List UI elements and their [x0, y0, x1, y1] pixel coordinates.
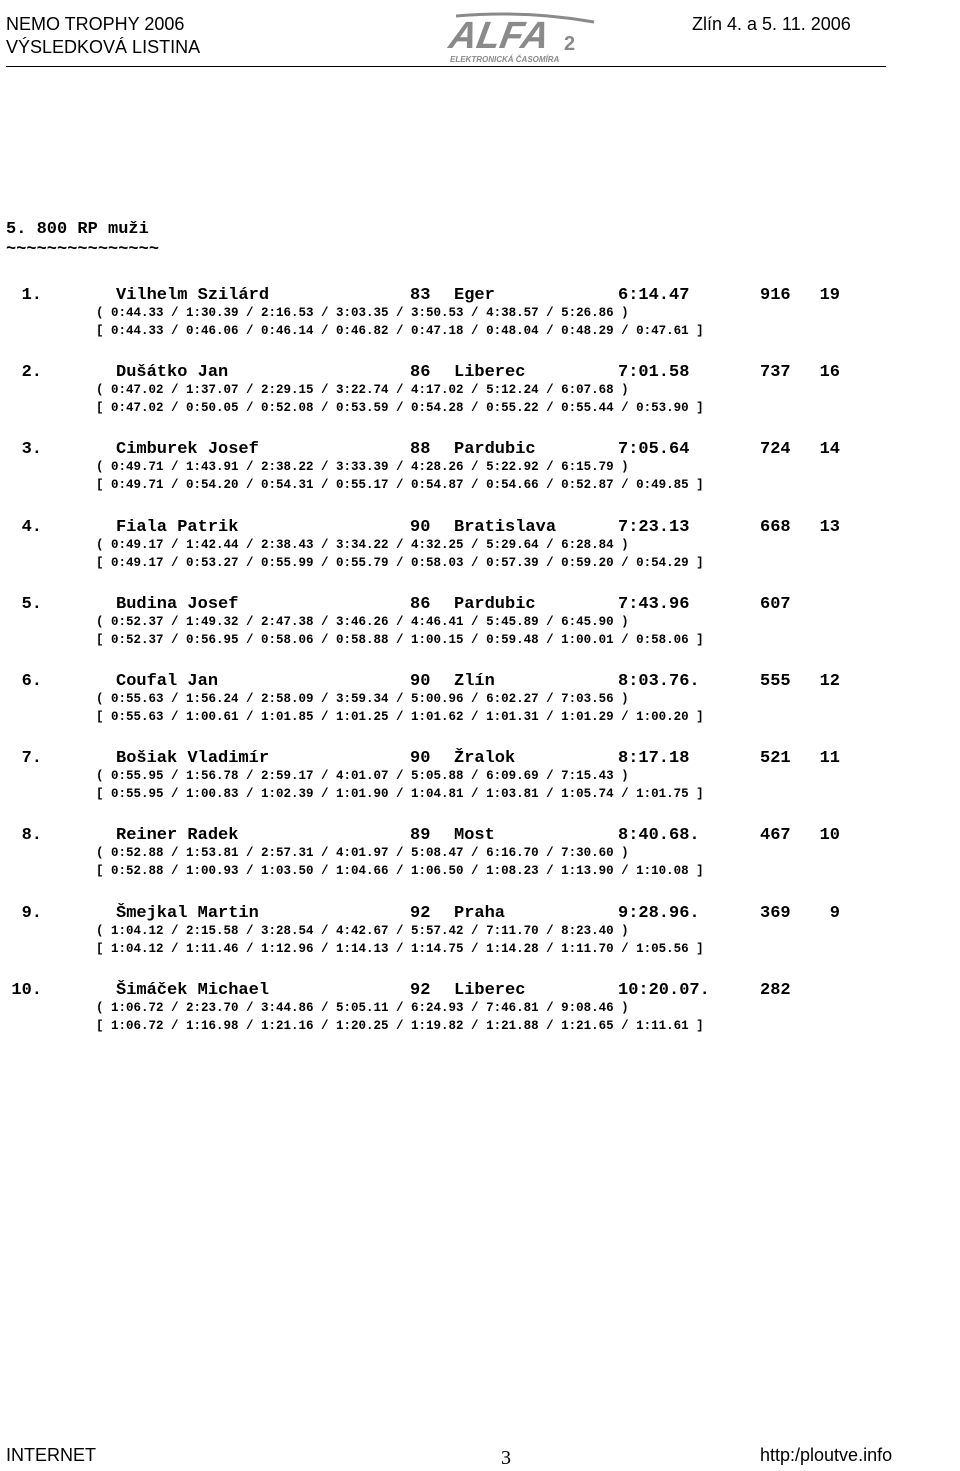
result-birth-year: 86: [410, 595, 431, 614]
result-rank: 6.: [21, 672, 42, 691]
result-birth-year: 92: [410, 904, 431, 923]
result-row: [6, 440, 936, 458]
result-lap-splits: [ 0:49.71 / 0:54.20 / 0:54.31 / 0:55.17 / 0:54.87 / 0:54.66 / 0:52.87 / 0:49.85 ]: [96, 478, 704, 492]
result-row: [6, 981, 936, 999]
result-points: 282: [760, 981, 791, 1000]
result-rank: 1.: [21, 286, 42, 305]
result-name: Fiala Patrik: [116, 518, 239, 537]
result-club: Bratislava: [454, 518, 557, 537]
footer-url: http:/ploutve.info: [760, 1445, 893, 1465]
result-name: Budina Josef: [116, 595, 239, 614]
result-time: 10:20.07.: [618, 981, 710, 1000]
result-extra: 9: [829, 904, 840, 923]
result-rank: 10.: [11, 981, 42, 1000]
result-time: 7:43.96: [618, 595, 690, 614]
result-cumulative-splits: ( 0:49.17 / 1:42.44 / 2:38.43 / 3:34.22 / 4:32.25 / 5:29.64 / 6:28.84 ): [96, 538, 629, 552]
result-rank: 3.: [21, 440, 42, 459]
result-name: Cimburek Josef: [116, 440, 259, 459]
result-lap-splits: [ 0:52.37 / 0:56.95 / 0:58.06 / 0:58.88 / 1:00.15 / 0:59.48 / 1:00.01 / 0:58.06 ]: [96, 633, 704, 647]
result-row: [6, 904, 936, 922]
result-cumulative-splits: ( 0:52.37 / 1:49.32 / 2:47.38 / 3:46.26 / 4:46.41 / 5:45.89 / 6:45.90 ): [96, 615, 629, 629]
result-birth-year: 90: [410, 749, 431, 768]
result-points: 668: [760, 518, 791, 537]
result-time: 8:03.76.: [618, 672, 700, 691]
result-rank: 5.: [21, 595, 42, 614]
result-club: Most: [454, 826, 495, 845]
result-time: 7:01.58: [618, 363, 690, 382]
result-extra: 19: [819, 286, 840, 305]
result-points: 555: [760, 672, 791, 691]
result-cumulative-splits: ( 1:06.72 / 2:23.70 / 3:44.86 / 5:05.11 / 6:24.93 / 7:46.81 / 9:08.46 ): [96, 1001, 629, 1015]
logo-superscript: 2: [564, 33, 576, 55]
result-time: 6:14.47: [618, 286, 690, 305]
result-birth-year: 90: [410, 518, 431, 537]
result-cumulative-splits: ( 0:44.33 / 1:30.39 / 2:16.53 / 3:03.35 / 3:50.53 / 4:38.57 / 5:26.86 ): [96, 306, 629, 320]
result-time: 9:28.96.: [618, 904, 700, 923]
result-rank: 8.: [21, 826, 42, 845]
result-cumulative-splits: ( 0:49.71 / 1:43.91 / 2:38.22 / 3:33.39 / 4:28.26 / 5:22.92 / 6:15.79 ): [96, 460, 629, 474]
result-birth-year: 92: [410, 981, 431, 1000]
result-name: Šmejkal Martin: [116, 904, 259, 923]
result-points: 369: [760, 904, 791, 923]
result-extra: 11: [819, 749, 840, 768]
result-birth-year: 86: [410, 363, 431, 382]
result-birth-year: 90: [410, 672, 431, 691]
result-row: [6, 286, 936, 304]
result-points: 737: [760, 363, 791, 382]
result-name: Dušátko Jan: [116, 363, 229, 382]
result-name: Coufal Jan: [116, 672, 219, 691]
result-extra: 12: [819, 672, 840, 691]
result-extra: 10: [819, 826, 840, 845]
result-club: Pardubic: [454, 440, 536, 459]
result-club: Pardubic: [454, 595, 536, 614]
result-lap-splits: [ 0:49.17 / 0:53.27 / 0:55.99 / 0:55.79 / 0:58.03 / 0:57.39 / 0:59.20 / 0:54.29 ]: [96, 556, 704, 570]
result-birth-year: 83: [410, 286, 431, 305]
result-points: 467: [760, 826, 791, 845]
result-cumulative-splits: ( 0:52.88 / 1:53.81 / 2:57.31 / 4:01.97 / 5:08.47 / 6:16.70 / 7:30.60 ): [96, 846, 629, 860]
result-lap-splits: [ 1:06.72 / 1:16.98 / 1:21.16 / 1:20.25 / 1:19.82 / 1:21.88 / 1:21.65 / 1:11.61 ]: [96, 1019, 704, 1033]
result-row: [6, 363, 936, 381]
result-rank: 2.: [21, 363, 42, 382]
result-points: 916: [760, 286, 791, 305]
event-place-date: Zlín 4. a 5. 11. 2006: [692, 14, 851, 34]
result-lap-splits: [ 0:52.88 / 1:00.93 / 1:03.50 / 1:04.66 / 1:06.50 / 1:08.23 / 1:13.90 / 1:10.08 ]: [96, 864, 704, 878]
result-rank: 9.: [21, 904, 42, 923]
document-title: VÝSLEDKOVÁ LISTINA: [6, 37, 201, 57]
footer-label: INTERNET: [6, 1445, 96, 1465]
result-name: Reiner Radek: [116, 826, 239, 845]
result-club: Liberec: [454, 981, 526, 1000]
result-club: Eger: [454, 286, 495, 305]
result-extra: 14: [819, 440, 840, 459]
event-name: NEMO TROPHY 2006: [6, 14, 185, 34]
result-lap-splits: [ 1:04.12 / 1:11.46 / 1:12.96 / 1:14.13 / 1:14.75 / 1:14.28 / 1:11.70 / 1:05.56 ]: [96, 942, 704, 956]
section-title-underline: ~~~~~~~~~~~~~~~: [6, 240, 160, 259]
result-cumulative-splits: ( 0:55.63 / 1:56.24 / 2:58.09 / 3:59.34 / 5:00.96 / 6:02.27 / 7:03.56 ): [96, 692, 629, 706]
result-cumulative-splits: ( 0:47.02 / 1:37.07 / 2:29.15 / 3:22.74 / 4:17.02 / 5:12.24 / 6:07.68 ): [96, 383, 629, 397]
result-points: 521: [760, 749, 791, 768]
result-club: Praha: [454, 904, 506, 923]
result-extra: 16: [819, 363, 840, 382]
result-points: 724: [760, 440, 791, 459]
result-club: Žralok: [454, 749, 516, 768]
result-row: [6, 826, 936, 844]
result-birth-year: 88: [410, 440, 431, 459]
page-number: 3: [501, 1447, 511, 1469]
result-row: [6, 672, 936, 690]
result-birth-year: 89: [410, 826, 431, 845]
result-name: Vilhelm Szilárd: [116, 286, 270, 305]
result-time: 7:05.64: [618, 440, 690, 459]
result-name: Bošiak Vladimír: [116, 749, 270, 768]
result-time: 8:17.18: [618, 749, 690, 768]
header-divider: [6, 66, 886, 67]
result-club: Zlín: [454, 672, 495, 691]
result-lap-splits: [ 0:47.02 / 0:50.05 / 0:52.08 / 0:53.59 / 0:54.28 / 0:55.22 / 0:55.44 / 0:53.90 ]: [96, 401, 704, 415]
result-cumulative-splits: ( 0:55.95 / 1:56.78 / 2:59.17 / 4:01.07 / 5:05.88 / 6:09.69 / 7:15.43 ): [96, 769, 629, 783]
result-extra: 13: [819, 518, 840, 537]
result-cumulative-splits: ( 1:04.12 / 2:15.58 / 3:28.54 / 4:42.67 / 5:57.42 / 7:11.70 / 8:23.40 ): [96, 924, 629, 938]
result-row: [6, 518, 936, 536]
result-lap-splits: [ 0:55.95 / 1:00.83 / 1:02.39 / 1:01.90 / 1:04.81 / 1:03.81 / 1:05.74 / 1:01.75 ]: [96, 787, 704, 801]
result-time: 8:40.68.: [618, 826, 700, 845]
result-name: Šimáček Michael: [116, 981, 270, 1000]
section-title: 5. 800 RP muži: [6, 220, 149, 239]
result-club: Liberec: [454, 363, 526, 382]
result-rank: 4.: [21, 518, 42, 537]
result-row: [6, 595, 936, 613]
logo-subtext: ELEKTRONICKÁ ČASOMÍRA: [450, 55, 560, 64]
logo-text: ALFA: [446, 14, 553, 57]
result-lap-splits: [ 0:44.33 / 0:46.06 / 0:46.14 / 0:46.82 / 0:47.18 / 0:48.04 / 0:48.29 / 0:47.61 ]: [96, 324, 704, 338]
result-rank: 7.: [21, 749, 42, 768]
result-row: [6, 749, 936, 767]
alfa-logo: [446, 12, 596, 68]
result-time: 7:23.13: [618, 518, 690, 537]
result-points: 607: [760, 595, 791, 614]
result-lap-splits: [ 0:55.63 / 1:00.61 / 1:01.85 / 1:01.25 / 1:01.62 / 1:01.31 / 1:01.29 / 1:00.20 ]: [96, 710, 704, 724]
